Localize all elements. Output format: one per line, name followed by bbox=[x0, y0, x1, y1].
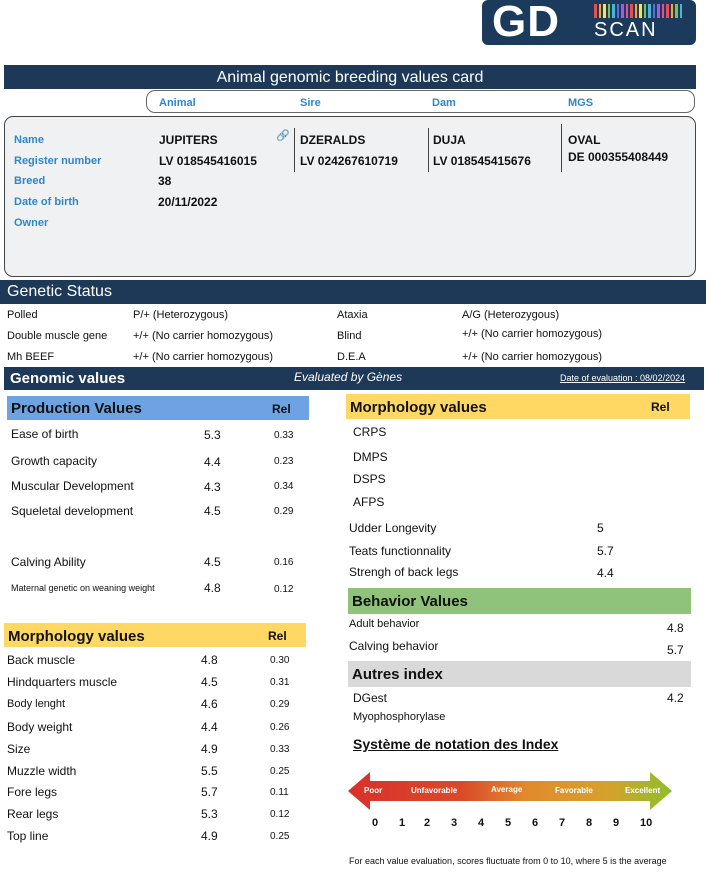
dam-name: DUJA bbox=[433, 133, 466, 147]
gs-mh-beef-value: +/+ (No carrier homozygous) bbox=[133, 351, 273, 363]
morph-value-2: 4.6 bbox=[201, 697, 218, 711]
gs-blind-label: Blind bbox=[337, 330, 362, 342]
morph-right-value-2: 4.4 bbox=[597, 566, 614, 580]
prod-value-1: 4.4 bbox=[204, 455, 221, 469]
morph-label-4: Size bbox=[7, 742, 31, 756]
gs-dea-label: D.E.A bbox=[337, 351, 366, 363]
card-title: Animal genomic breeding values card bbox=[4, 65, 696, 89]
link-icon[interactable]: 🔗 bbox=[276, 130, 290, 142]
gs-dea-value: +/+ (No carrier homozygous) bbox=[462, 351, 602, 363]
morphology-right-rel-header: Rel bbox=[651, 400, 670, 414]
morph-value-5: 5.5 bbox=[201, 764, 218, 778]
morph-code-crps: CRPS bbox=[353, 425, 387, 439]
divider-mgs bbox=[561, 124, 562, 172]
morph-value-6: 5.7 bbox=[201, 785, 218, 799]
autres-index-title: Autres index bbox=[352, 666, 443, 683]
morph-rel-1: 0.31 bbox=[270, 677, 290, 688]
scale-tick-3: 3 bbox=[451, 817, 458, 829]
prod-label-3: Squeletal development bbox=[11, 504, 134, 518]
behavior-values-title: Behavior Values bbox=[352, 593, 468, 610]
morph-label-8: Top line bbox=[7, 829, 49, 843]
morph-rel-3: 0.26 bbox=[270, 722, 290, 733]
prod-value-0: 5.3 bbox=[204, 428, 221, 442]
morph-rel-0: 0.30 bbox=[270, 655, 290, 666]
gs-polled-label: Polled bbox=[7, 309, 38, 321]
autres-value-0: 4.2 bbox=[667, 691, 684, 705]
gs-ataxia-value: A/G (Heterozygous) bbox=[462, 309, 560, 321]
morph-right-value-0: 5 bbox=[597, 521, 604, 535]
prod-rel-3: 0.29 bbox=[274, 506, 294, 517]
prod-rel-1: 0.23 bbox=[274, 456, 294, 467]
logo-gd-text: GD bbox=[492, 0, 560, 45]
prod-label-2: Muscular Development bbox=[11, 479, 134, 493]
divider-dam bbox=[428, 128, 429, 172]
morph-code-dmps: DMPS bbox=[353, 450, 388, 464]
animal-register-number: LV 018545416015 bbox=[159, 154, 257, 168]
morph-right-label-2: Strengh of back legs bbox=[349, 565, 459, 579]
column-dam: Dam bbox=[432, 97, 456, 109]
morph-value-1: 4.5 bbox=[201, 675, 218, 689]
sire-register-number: LV 024267610719 bbox=[300, 154, 398, 168]
scale-tick-2: 2 bbox=[424, 817, 431, 829]
logo-scan-text: SCAN bbox=[594, 19, 658, 41]
label-owner: Owner bbox=[14, 217, 49, 229]
evaluation-date: Date of evaluation : 08/02/2024 bbox=[560, 373, 686, 383]
scale-tick-1: 1 bbox=[399, 817, 406, 829]
scale-tick-5: 5 bbox=[505, 817, 512, 829]
morph-label-0: Back muscle bbox=[7, 653, 76, 667]
morph-code-dsps: DSPS bbox=[353, 472, 386, 486]
morph-label-7: Rear legs bbox=[7, 807, 59, 821]
prod-value-2: 4.3 bbox=[204, 480, 221, 494]
scale-label-unfavorable: Unfavorable bbox=[411, 786, 458, 795]
scale-title: Système de notation des Index bbox=[353, 736, 559, 752]
dam-register-number: LV 018545415676 bbox=[433, 154, 531, 168]
morph-value-7: 5.3 bbox=[201, 807, 218, 821]
column-header-pill bbox=[146, 90, 695, 113]
production-rel-header: Rel bbox=[272, 402, 291, 416]
prod-value-5: 4.8 bbox=[204, 581, 221, 595]
divider-sire bbox=[294, 128, 295, 172]
evaluated-by: Evaluated by Gènes bbox=[294, 370, 403, 384]
morph-label-6: Fore legs bbox=[7, 785, 58, 799]
morph-label-5: Muzzle width bbox=[7, 764, 77, 778]
genetic-status-title: Genetic Status bbox=[0, 280, 706, 304]
gd-scan-logo bbox=[482, 0, 696, 45]
gs-mh-beef-label: Mh BEEF bbox=[7, 351, 55, 363]
scale-label-poor: Poor bbox=[364, 786, 383, 795]
scale-tick-9: 9 bbox=[613, 817, 620, 829]
morph-value-0: 4.8 bbox=[201, 653, 218, 667]
morph-rel-4: 0.33 bbox=[270, 744, 290, 755]
scale-tick-7: 7 bbox=[559, 817, 566, 829]
morph-value-4: 4.9 bbox=[201, 742, 218, 756]
genomic-values-title: Genomic values bbox=[10, 370, 126, 387]
morph-label-2: Body lenght bbox=[7, 698, 66, 710]
behavior-value-0: 4.8 bbox=[667, 621, 684, 635]
scale-tick-4: 4 bbox=[478, 817, 485, 829]
morph-rel-7: 0.12 bbox=[270, 809, 290, 820]
label-date-of-birth: Date of birth bbox=[14, 196, 79, 208]
behavior-value-1: 5.7 bbox=[667, 643, 684, 657]
gs-ataxia-label: Ataxia bbox=[337, 309, 368, 321]
morph-label-1: Hindquarters muscle bbox=[7, 675, 118, 689]
mgs-name: OVAL bbox=[568, 133, 601, 147]
scale-label-average: Average bbox=[491, 785, 523, 794]
behavior-label-1: Calving behavior bbox=[349, 639, 439, 653]
gs-double-muscle-value: +/+ (No carrier homozygous) bbox=[133, 330, 273, 342]
scale-label-favorable: Favorable bbox=[555, 786, 593, 795]
gs-polled-value: P/+ (Heterozygous) bbox=[133, 309, 229, 321]
label-register-number: Register number bbox=[14, 155, 102, 167]
prod-rel-0: 0.33 bbox=[274, 430, 294, 441]
sire-name: DZERALDS bbox=[300, 133, 366, 147]
animal-name: JUPITERS bbox=[159, 133, 218, 147]
morph-right-label-1: Teats functionnality bbox=[349, 544, 452, 558]
scale-tick-0: 0 bbox=[372, 817, 379, 829]
autres-label-1: Myophosphorylase bbox=[353, 711, 446, 723]
animal-date-of-birth: 20/11/2022 bbox=[158, 195, 218, 209]
morph-right-label-0: Udder Longevity bbox=[349, 521, 437, 535]
column-mgs: MGS bbox=[568, 97, 594, 109]
morph-value-3: 4.4 bbox=[201, 720, 218, 734]
prod-label-1: Growth capacity bbox=[11, 454, 98, 468]
prod-label-5: Maternal genetic on weaning weight bbox=[11, 583, 155, 593]
autres-label-0: DGest bbox=[353, 691, 388, 705]
scale-label-excellent: Excellent bbox=[625, 786, 661, 795]
morphology-left-title: Morphology values bbox=[8, 628, 145, 645]
prod-label-0: Ease of birth bbox=[11, 427, 79, 441]
morphology-right-title: Morphology values bbox=[350, 399, 487, 416]
prod-label-4: Calving Ability bbox=[11, 555, 86, 569]
scale-tick-8: 8 bbox=[586, 817, 593, 829]
morph-rel-2: 0.29 bbox=[270, 699, 290, 710]
behavior-label-0: Adult behavior bbox=[349, 618, 420, 630]
column-sire: Sire bbox=[300, 97, 321, 109]
animal-breed: 38 bbox=[158, 174, 172, 188]
production-values-title: Production Values bbox=[11, 400, 142, 417]
label-breed: Breed bbox=[14, 175, 46, 187]
column-animal: Animal bbox=[159, 97, 196, 109]
prod-value-3: 4.5 bbox=[204, 504, 221, 518]
morph-value-8: 4.9 bbox=[201, 829, 218, 843]
scale-note: For each value evaluation, scores fluctuate from 0 to 10, where 5 is the average bbox=[349, 856, 667, 866]
gs-blind-value: +/+ (No carrier homozygous) bbox=[462, 328, 602, 340]
morph-code-afps: AFPS bbox=[353, 495, 385, 509]
prod-rel-2: 0.34 bbox=[274, 481, 294, 492]
scale-tick-10: 10 bbox=[640, 817, 653, 829]
prod-rel-5: 0.12 bbox=[274, 584, 294, 595]
scale-tick-6: 6 bbox=[532, 817, 539, 829]
prod-value-4: 4.5 bbox=[204, 555, 221, 569]
label-name: Name bbox=[14, 134, 44, 146]
morph-rel-8: 0.25 bbox=[270, 831, 290, 842]
mgs-register-number: DE 000355408449 bbox=[568, 150, 669, 164]
prod-rel-4: 0.16 bbox=[274, 557, 294, 568]
morphology-left-rel-header: Rel bbox=[268, 629, 287, 643]
gs-double-muscle-label: Double muscle gene bbox=[7, 330, 108, 342]
morph-rel-6: 0.11 bbox=[270, 787, 289, 798]
morph-right-value-1: 5.7 bbox=[597, 544, 614, 558]
morph-rel-5: 0.25 bbox=[270, 766, 290, 777]
morph-label-3: Body weight bbox=[7, 720, 73, 734]
